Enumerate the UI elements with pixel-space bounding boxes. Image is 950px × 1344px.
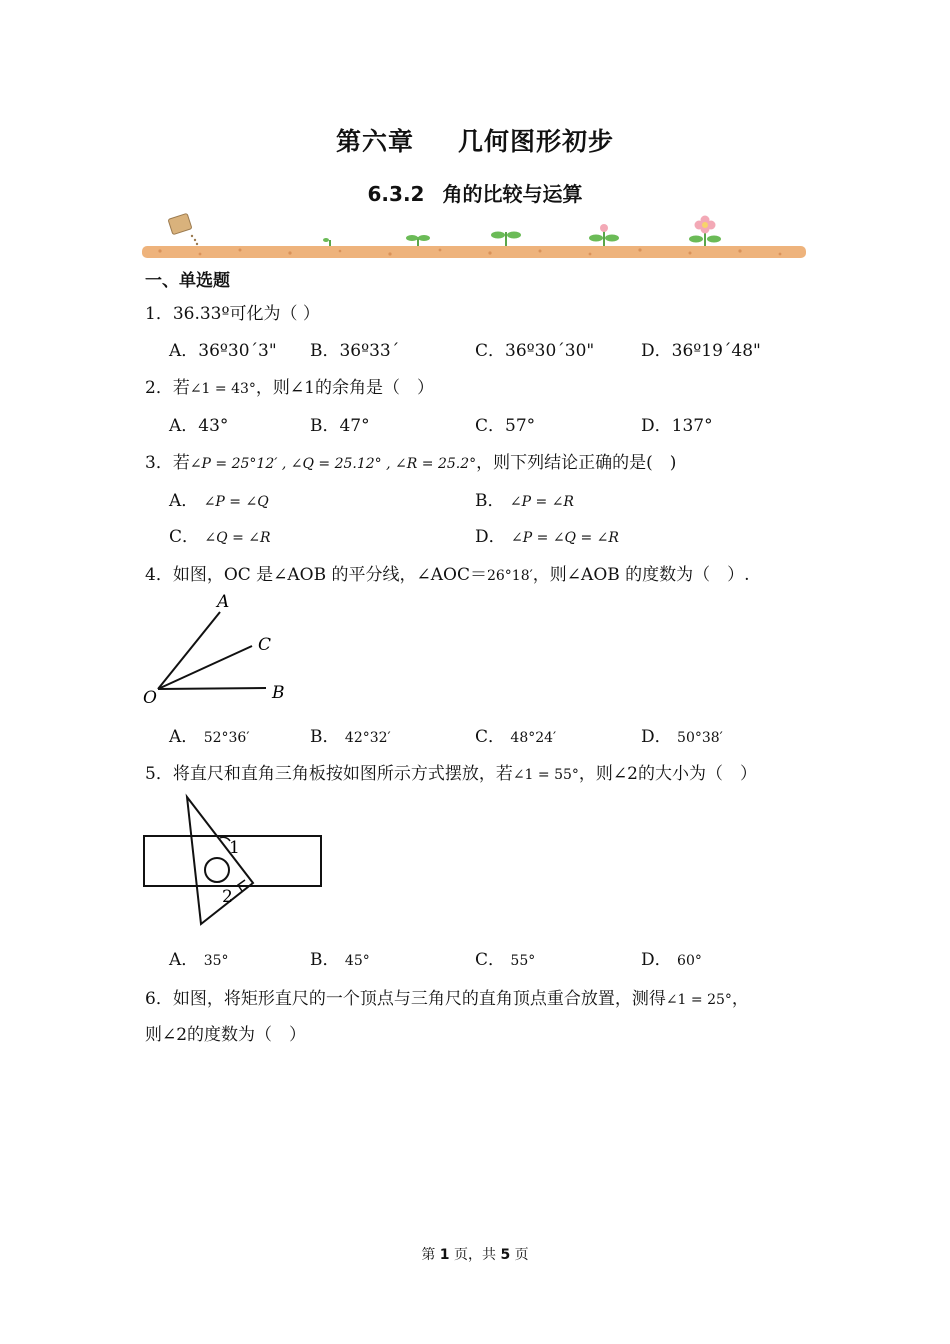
question-5-option-c: C． 55° bbox=[475, 950, 536, 970]
total-page-count: 5 bbox=[500, 1247, 511, 1263]
question-1-option-c: C．36º30´30" bbox=[475, 341, 595, 361]
question-2-expression: ∠1 = 43° bbox=[189, 381, 256, 397]
section-name: 角的比较与运算 bbox=[442, 182, 583, 206]
ray-oa bbox=[158, 612, 220, 689]
question-3-option-c: C． ∠Q = ∠R bbox=[169, 527, 271, 547]
young-plant-icon bbox=[491, 232, 521, 247]
label-angle-1: 1 bbox=[229, 838, 240, 858]
question-4-option-b: B． 42°32′ bbox=[310, 727, 391, 747]
ruler-triangle-figure bbox=[140, 792, 330, 932]
question-2-option-b: B．47° bbox=[310, 416, 370, 436]
question-2-stem: 2．若∠1 = 43°，则∠1的余角是（ ） bbox=[145, 378, 434, 398]
question-2-option-d: D．137° bbox=[641, 416, 713, 436]
question-6-stem: 6．如图，将矩形直尺的一个顶点与三角尺的直角顶点重合放置，测得∠1 = 25°， bbox=[145, 989, 749, 1009]
flower-icon bbox=[689, 216, 721, 247]
ray-oc bbox=[158, 646, 252, 689]
question-5-option-b: B． 45° bbox=[310, 950, 370, 970]
question-3-option-b: B． ∠P = ∠R bbox=[475, 491, 574, 511]
question-4-stem: 4．如图，OC 是∠AOB 的平分线，∠AOC＝26°18′，则∠AOB 的度数为（ ）. bbox=[145, 565, 750, 585]
label-angle-2: 2 bbox=[222, 887, 233, 907]
question-1-option-a: A．36º30´3" bbox=[169, 341, 277, 361]
question-4-expression: 26°18′ bbox=[486, 568, 533, 584]
question-3-stem: 3．若∠P = 25°12′ , ∠Q = 25.12° , ∠R = 25.2°，则下列结论正确的是( ) bbox=[145, 453, 677, 473]
question-3-expression: ∠P = 25°12′ , ∠Q = 25.12° , ∠R = 25.2° bbox=[189, 456, 477, 472]
chapter-title bbox=[0, 122, 950, 158]
label-a: A bbox=[217, 592, 230, 612]
label-o: O bbox=[143, 688, 157, 708]
section-heading: 一、单选题 bbox=[145, 271, 230, 291]
current-page-number: 1 bbox=[439, 1247, 450, 1263]
seedling-icon bbox=[406, 235, 430, 246]
question-1-option-d: D．36º19´48" bbox=[641, 341, 761, 361]
question-5-option-a: A． 35° bbox=[169, 950, 229, 970]
budding-plant-icon bbox=[589, 224, 619, 246]
seed-bag-icon bbox=[168, 213, 198, 245]
question-5-expression: ∠1 = 55° bbox=[512, 767, 579, 783]
page-footer: 第 1 页，共 5 页 bbox=[421, 1247, 529, 1263]
soil-strip bbox=[142, 246, 806, 258]
question-2-option-c: C．57° bbox=[475, 416, 536, 436]
label-b: B bbox=[272, 683, 285, 703]
question-6-expression: ∠1 = 25° bbox=[665, 992, 732, 1008]
question-3-option-a: A． ∠P = ∠Q bbox=[169, 491, 269, 511]
question-6-stem-line-2: 则∠2的度数为（ ） bbox=[145, 1025, 307, 1045]
section-number: 6.3.2 bbox=[367, 182, 425, 206]
question-1-stem: 1．36.33º可化为（ ） bbox=[145, 304, 320, 324]
question-3-option-d: D． ∠P = ∠Q = ∠R bbox=[475, 527, 619, 547]
question-5-option-d: D． 60° bbox=[641, 950, 702, 970]
ray-ob bbox=[158, 688, 266, 689]
question-1-option-b: B．36º33´ bbox=[310, 341, 400, 361]
label-c: C bbox=[258, 635, 272, 655]
question-4-option-c: C． 48°24′ bbox=[475, 727, 557, 747]
sprout-icon bbox=[323, 238, 330, 246]
question-5-stem: 5．将直尺和直角三角板按如图所示方式摆放，若∠1 = 55°，则∠2的大小为（ ） bbox=[145, 764, 757, 784]
chapter-number: 第六章 bbox=[335, 127, 414, 156]
garden-banner-illustration bbox=[140, 212, 810, 262]
question-4-option-d: D． 50°38′ bbox=[641, 727, 723, 747]
angle-bisector-figure bbox=[140, 590, 300, 710]
question-2-option-a: A．43° bbox=[169, 416, 229, 436]
chapter-name: 几何图形初步 bbox=[458, 127, 615, 156]
set-square-triangle bbox=[187, 797, 253, 924]
set-square-hole bbox=[205, 858, 229, 882]
question-4-option-a: A． 52°36′ bbox=[169, 727, 250, 747]
section-title bbox=[0, 178, 950, 207]
